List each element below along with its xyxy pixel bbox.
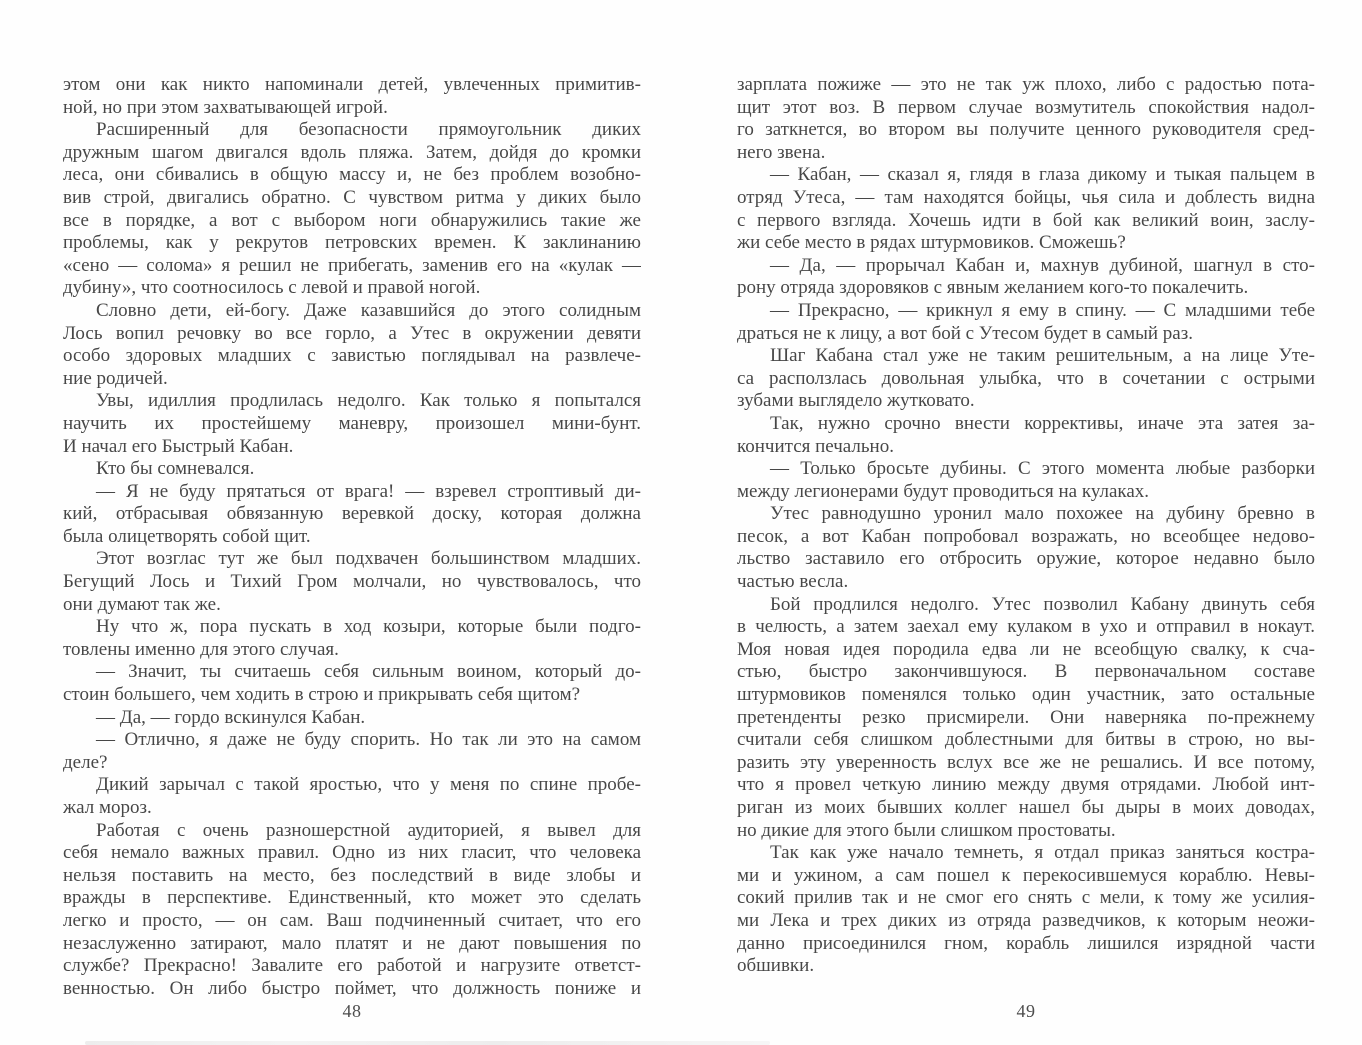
text-line: считали себя слишком доблестными для битвы в строю, но вы- xyxy=(737,729,1315,751)
paragraph xyxy=(63,820,641,1001)
paragraph xyxy=(63,548,641,616)
paragraph xyxy=(737,74,1315,164)
text-line: — Кабан, — сказал я, глядя в глаза дикому и тыкая пальцем в xyxy=(770,164,1315,186)
paragraph xyxy=(737,458,1315,503)
text-line: ной, но при этом захватывающей игрой. xyxy=(63,96,388,118)
text-line: все в порядке, а вот с выбором ноги обнаружились такие же xyxy=(63,209,641,231)
text-line: венностью. Он либо быстро поймет, что должность пониже и xyxy=(63,977,641,999)
text-line: данно присоединился гном, корабль лишился изрядной части xyxy=(737,932,1315,954)
text-line: — Прекрасно, — крикнул я ему в спину. — С младшими тебе xyxy=(770,299,1315,321)
text-line: Работая с очень разношерстной аудиторией, я вывел для xyxy=(96,819,641,841)
text-line: между легионерами будут проводиться на кулаках. xyxy=(737,480,1150,502)
paragraph xyxy=(63,729,641,774)
text-line: жи себе место в рядах штурмовиков. Сможешь? xyxy=(737,232,1126,254)
text-line: Утес равнодушно уронил мало похожее на дубину бревно в xyxy=(770,503,1315,525)
text-line: что я провел четкую линию между двумя отрядами. Любой инт- xyxy=(737,774,1315,796)
text-line: Кто бы сомневался. xyxy=(96,458,255,480)
text-line: но дикие для этого были слишком простоваты. xyxy=(737,819,1116,841)
text-line: с первого взгляда. Хочешь идти в бой как великий воин, заслу- xyxy=(737,209,1315,231)
text-line: частью весла. xyxy=(737,571,849,593)
page-number-right: 49 xyxy=(1016,1001,1036,1021)
text-line: стью, быстро закончившуюся. В первоначальном составе xyxy=(737,661,1315,683)
text-line: в челюсть, а затем заехал ему кулаком в ухо и отправил в нокаут. xyxy=(737,616,1315,638)
text-line: леса, они сбивались в общую массу и, не без проблем возобно- xyxy=(63,164,641,186)
paragraph xyxy=(63,300,641,390)
paragraph xyxy=(63,74,641,119)
text-line: драться не к лицу, а вот бой с Утесом будет в самый раз. xyxy=(737,322,1193,344)
paragraph xyxy=(63,481,641,549)
text-line: себя немало важных правил. Одно из них гласит, что человека xyxy=(63,842,641,864)
text-line: была олицетворять собой щит. xyxy=(63,525,311,547)
text-line: этом они как никто напоминали детей, увлеченных примитив- xyxy=(63,74,641,95)
paragraph xyxy=(63,774,641,819)
text-line: — Значит, ты считаешь себя сильным воином, который до- xyxy=(96,661,641,683)
text-line: Расширенный для безопасности прямоугольник диких xyxy=(96,119,641,141)
text-line: вражды в перспективе. Единственный, кто может это сделать xyxy=(63,887,641,909)
text-line: сокий прилив так и не смог его снять с мели, к тому же усилия- xyxy=(737,887,1315,909)
paragraph xyxy=(737,503,1315,593)
paragraph xyxy=(737,300,1315,345)
text-line: дубину», что соотносилось с левой и правой ногой. xyxy=(63,277,481,299)
text-line: И начал его Быстрый Кабан. xyxy=(63,435,294,457)
text-line: него звена. xyxy=(737,141,826,163)
text-line: кончится печально. xyxy=(737,435,894,457)
scan-edge-artifact xyxy=(85,1041,770,1045)
paragraph xyxy=(63,661,641,706)
text-line: незаслуженно затирают, мало платят и не дают повышения по xyxy=(63,932,641,954)
paragraph xyxy=(63,616,641,661)
text-line: — Я не буду прятаться от врага! — взревел строптивый ди- xyxy=(96,480,641,502)
text-line: легко и просто, — он сам. Ваш подчиненный считает, что его xyxy=(63,909,641,931)
text-line: ми и ужином, а сам пошел к перекосившемуся кораблю. Невы- xyxy=(737,864,1315,886)
text-line: — Да, — прорычал Кабан и, махнув дубиной, шагнул в сто- xyxy=(770,254,1315,276)
text-line: ние родичей. xyxy=(63,367,168,389)
text-line: Словно дети, ей-богу. Даже казавшийся до этого солидным xyxy=(96,299,641,321)
paragraph xyxy=(737,842,1315,978)
text-line: Ну что ж, пора пускать в ход козыри, которые были подго- xyxy=(96,616,641,638)
text-line: штурмовиков поменялся только один участник, зато остальные xyxy=(737,684,1315,706)
text-line: разить эту уверенность вслух все же не решались. И все потому, xyxy=(737,751,1315,773)
text-line: го заткнется, во втором вы получите ценного руководителя сред- xyxy=(737,119,1315,141)
paragraph xyxy=(63,458,641,481)
text-line: рону отряда здоровяков с явным желанием кого-то покалечить. xyxy=(737,277,1249,299)
text-line: Моя новая идея породила едва ли не всеобщую свалку, к сча- xyxy=(737,638,1315,660)
text-line: жал мороз. xyxy=(63,797,152,818)
text-line: они думают так же. xyxy=(63,593,221,615)
paragraph xyxy=(63,390,641,458)
text-line: Бой продлился недолго. Утес позволил Кабану двинуть себя xyxy=(770,593,1315,615)
page-right-text-column xyxy=(737,74,1315,978)
paragraph xyxy=(737,255,1315,300)
text-line: научить их простейшему маневру, произошел мини-бунт. xyxy=(63,412,641,434)
text-line: кий, отбрасывая обвязанную веревкой доску, которая должна xyxy=(63,503,641,525)
text-line: претенденты резко присмирели. Они наверняка по-прежнему xyxy=(737,706,1315,728)
text-line: — Да, — гордо вскинулся Кабан. xyxy=(96,706,366,728)
text-line: Дикий зарычал с такой яростью, что у меня по спине пробе- xyxy=(96,774,641,796)
text-line: Лось вопил речовку во все горло, а Утес в окружении девяти xyxy=(63,322,641,344)
text-line: зарплата пожиже — это не так уж плохо, либо с радостью пота- xyxy=(737,74,1315,95)
text-line: льство заставило его отбросить оружие, которое недавно было xyxy=(737,548,1315,570)
text-line: ми Лека и трех диких из отряда разведчиков, к которым неожи- xyxy=(737,909,1315,931)
text-line: Так как уже начало темнеть, я отдал приказ заняться костра- xyxy=(770,842,1315,864)
text-line: отряд Утеса, — там находятся бойцы, чья сила и доблесть видна xyxy=(737,186,1315,208)
text-line: Этот возглас тут же был подхвачен большинством младших. xyxy=(96,548,641,570)
text-line: нельзя поставить на место, без последствий в виде злобы и xyxy=(63,864,641,886)
text-line: Шаг Кабана стал уже не таким решительным, а на лице Уте- xyxy=(770,345,1315,367)
text-line: особо здоровых младших с завистью поглядывал на развлече- xyxy=(63,345,641,367)
text-line: товлены именно для этого случая. xyxy=(63,638,339,660)
text-line: «сено — солома» я решил не прибегать, заменив его на «кулак — xyxy=(63,254,641,276)
paragraph xyxy=(737,164,1315,254)
text-line: службе? Прекрасно! Завалите его работой и нагрузите ответст- xyxy=(63,955,641,977)
text-line: — Отлично, я даже не буду спорить. Но так ли это на самом xyxy=(96,729,641,751)
paragraph xyxy=(737,413,1315,458)
text-line: риган из моих бывших коллег нашел бы дыры в моих доводах, xyxy=(737,797,1315,818)
text-line: Так, нужно срочно внести коррективы, иначе эта затея за- xyxy=(770,412,1315,434)
text-line: щит этот воз. В первом случае возмутитель спокойствия надол- xyxy=(737,96,1315,118)
paragraph xyxy=(737,594,1315,843)
text-line: — Только бросьте дубины. С этого момента любые разборки xyxy=(770,458,1315,480)
page-left-text-column xyxy=(63,74,641,1000)
paragraph xyxy=(63,119,641,300)
paragraph xyxy=(63,707,641,730)
text-line: зубами выглядело жутковато. xyxy=(737,390,975,412)
text-line: дружным шагом двигался вдоль пляжа. Затем, дойдя до кромки xyxy=(63,141,641,163)
text-line: вив строй, двигались обратно. С чувством ритма у диких было xyxy=(63,186,641,208)
text-line: деле? xyxy=(63,751,108,773)
text-line: обшивки. xyxy=(737,955,815,977)
text-line: стоин большего, чем ходить в строю и прикрывать себя щитом? xyxy=(63,684,581,706)
text-line: са расползлась довольная улыбка, что в сочетании с острыми xyxy=(737,367,1315,389)
page-number-left: 48 xyxy=(342,1001,362,1021)
text-line: Увы, идиллия продлилась недолго. Как только я попытался xyxy=(96,390,641,412)
paragraph xyxy=(737,345,1315,413)
text-line: Бегущий Лось и Тихий Гром молчали, но чувствовалось, что xyxy=(63,571,641,593)
text-line: песок, а вот Кабан попробовал возражать, но всеобщее недово- xyxy=(737,525,1315,547)
text-line: проблемы, как у рекрутов петровских времен. К заклинанию xyxy=(63,232,641,254)
